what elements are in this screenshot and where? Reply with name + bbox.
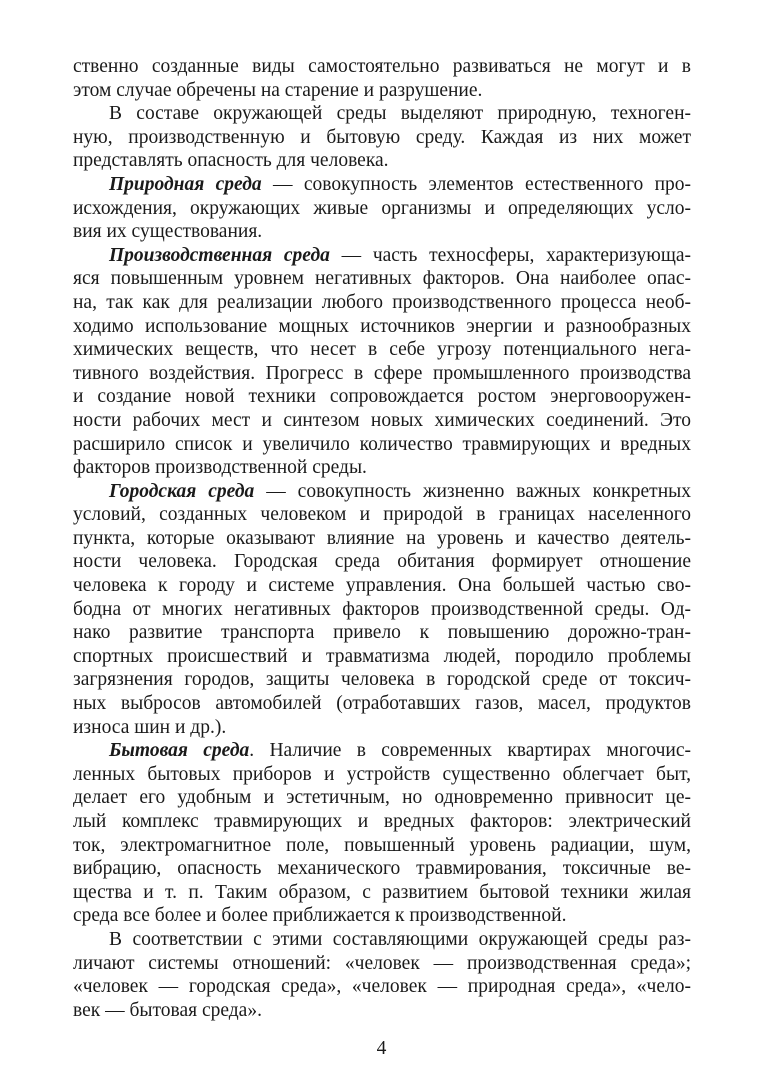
text-line: человека к городу и системе управления. Она большей частью сво- bbox=[73, 575, 691, 597]
text-line: и создание новой техники сопровождается ростом энерговооружен- bbox=[73, 386, 691, 408]
paragraph-household-environment bbox=[73, 739, 691, 928]
text-line-rest: — совокупность жизненно важных конкретных bbox=[254, 480, 691, 502]
text-line: спортных происшествий и травматизма людей, породило проблемы bbox=[73, 645, 691, 667]
text-line: лый комплекс травмирующих и вредных факторов: электрический bbox=[73, 811, 691, 832]
text-line bbox=[73, 173, 691, 197]
text-line: ток, электромагнитное поле, повышенный уровень радиации, шум, bbox=[73, 834, 691, 856]
text-line: исхождения, окружающих живые организмы и определяющих усло- bbox=[73, 197, 691, 219]
text-line-rest: . Наличие в современных квартирах многочис- bbox=[249, 740, 691, 762]
text-line bbox=[73, 739, 691, 763]
text-line: представлять опасность для человека. bbox=[73, 150, 389, 172]
text-line: ности человека. Городская среда обитания формирует отношение bbox=[73, 551, 691, 573]
text-line: факторов производственной среды. bbox=[73, 457, 367, 479]
text-line: нако развитие транспорта привело к повышению дорожно-тран- bbox=[73, 622, 691, 644]
page-number: 4 bbox=[376, 1038, 387, 1059]
text-line: вия их существования. bbox=[73, 221, 263, 243]
text-line: химических веществ, что несет в себе угрозу потенциального нега- bbox=[73, 339, 691, 361]
term-industrial-environment: Производственная среда bbox=[109, 244, 330, 266]
term-urban-environment: Городская среда bbox=[109, 480, 255, 502]
text-line: «человек — городская среда», «человек — природная среда», «чело- bbox=[73, 976, 691, 998]
text-line-rest: — совокупность элементов естественного про- bbox=[261, 173, 691, 195]
text-line: условий, созданных человеком и природой в границах населенного bbox=[73, 504, 691, 526]
text-line: делает его удобным и эстетичным, но одновременно привносит це- bbox=[73, 787, 691, 809]
text-line: ную, производственную и бытовую среду. Каждая из них может bbox=[73, 126, 691, 148]
text-line-rest: — часть техносферы, характеризующа- bbox=[329, 244, 691, 266]
text-line: ленных бытовых приборов и устройств существенно облегчает быт, bbox=[73, 763, 691, 785]
text-line: ных выбросов автомобилей (отработавших газов, масел, продуктов bbox=[73, 693, 691, 715]
paragraph-relationship-systems bbox=[73, 928, 691, 1022]
text-line: личают системы отношений: «человек — производственная среда»; bbox=[73, 952, 691, 974]
text-line: щества и т. п. Таким образом, с развитием бытовой техники жилая bbox=[73, 881, 691, 903]
text-line: бодна от многих негативных факторов производственной среды. Од- bbox=[73, 598, 691, 620]
page-body bbox=[73, 55, 691, 1022]
text-line: износа шин и др.). bbox=[73, 716, 227, 738]
text-line: загрязнения городов, защиты человека в городской среде от токсич- bbox=[73, 669, 691, 691]
text-line: расширило список и увеличило количество травмирующих и вредных bbox=[73, 433, 691, 455]
text-line: ности рабочих мест и синтезом новых химических соединений. Это bbox=[73, 409, 691, 431]
text-line: вибрацию, опасность механического травмирования, токсичные ве- bbox=[73, 858, 691, 880]
paragraph-2 bbox=[73, 102, 691, 173]
text-line: на, так как для реализации любого производственного процесса необ- bbox=[73, 291, 691, 313]
text-line: В составе окружающей среды выделяют природную, техноген- bbox=[109, 103, 691, 125]
text-line: яся повышенным уровнем негативных факторов. Она наиболее опас- bbox=[73, 268, 691, 290]
paragraph-urban-environment bbox=[73, 480, 691, 740]
text-line bbox=[73, 480, 691, 504]
paragraph-industrial-environment bbox=[73, 244, 691, 480]
text-line: ственно созданные виды самостоятельно развиваться не могут и в bbox=[73, 56, 691, 77]
text-line: ходимо использование мощных источников энергии и разнообразных bbox=[73, 315, 691, 337]
term-natural-environment: Природная среда bbox=[109, 173, 262, 195]
text-line: тивного воздействия. Прогресс в сфере промышленного производства bbox=[73, 362, 691, 384]
text-line: среда все более и более приближается к производственной. bbox=[73, 905, 567, 927]
paragraph-1 bbox=[73, 55, 691, 102]
text-line: пункта, которые оказывают влияние на уровень и качество деятель- bbox=[73, 527, 691, 549]
paragraph-natural-environment bbox=[73, 173, 691, 244]
text-line bbox=[73, 244, 691, 268]
text-line: В соответствии с этими составляющими окружающей среды раз- bbox=[109, 928, 691, 950]
term-household-environment: Бытовая среда bbox=[109, 740, 250, 762]
text-line: этом случае обречены на старение и разрушение. bbox=[73, 79, 483, 101]
text-line: век — бытовая среда». bbox=[73, 999, 262, 1021]
